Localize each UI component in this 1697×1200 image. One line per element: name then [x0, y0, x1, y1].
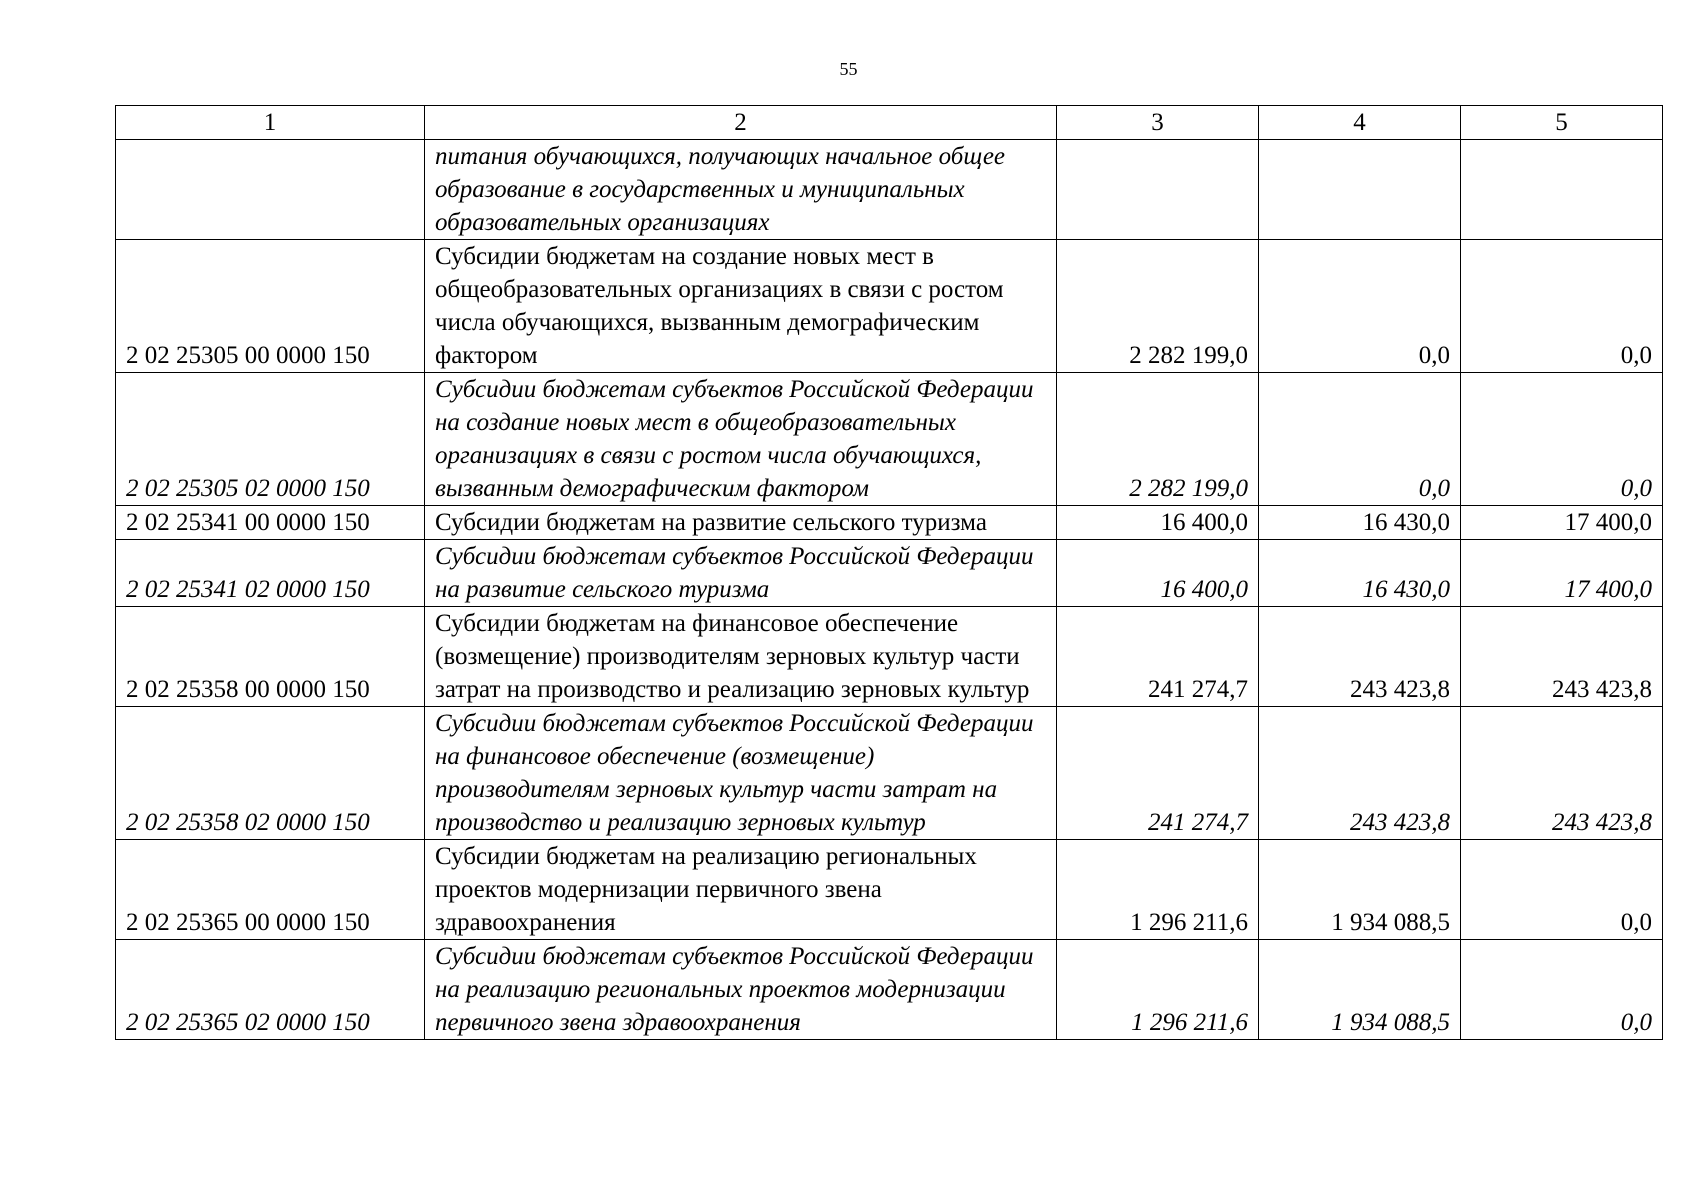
amount-col4-cell: 1 934 088,5 [1259, 940, 1461, 1040]
amount-col5-cell: 0,0 [1461, 940, 1663, 1040]
amount-col3-cell [1057, 140, 1259, 240]
amount-col5-cell: 243 423,8 [1461, 707, 1663, 840]
budget-code-cell: 2 02 25341 00 0000 150 [116, 506, 425, 540]
table-row [116, 540, 1663, 607]
budget-code-cell [116, 140, 425, 240]
amount-col3-cell: 1 296 211,6 [1057, 940, 1259, 1040]
description-cell: Субсидии бюджетам субъектов Российской Федерации на создание новых мест в общеобразовательных организациях в связи с ростом числа обучающихся, вызванным демографическим фактором [425, 373, 1057, 506]
budget-table [115, 105, 1663, 1040]
budget-code-cell: 2 02 25305 02 0000 150 [116, 373, 425, 506]
table-row [116, 373, 1663, 506]
amount-col4-cell: 243 423,8 [1259, 707, 1461, 840]
description-cell: Субсидии бюджетам субъектов Российской Федерации на развитие сельского туризма [425, 540, 1057, 607]
amount-col5-cell: 0,0 [1461, 840, 1663, 940]
amount-col3-cell: 16 400,0 [1057, 540, 1259, 607]
column-header: 4 [1259, 106, 1461, 140]
budget-code-cell: 2 02 25365 00 0000 150 [116, 840, 425, 940]
amount-col5-cell: 0,0 [1461, 240, 1663, 373]
amount-col4-cell: 243 423,8 [1259, 607, 1461, 707]
header-row [116, 106, 1663, 140]
amount-col5-cell: 0,0 [1461, 373, 1663, 506]
amount-col4-cell [1259, 140, 1461, 240]
amount-col3-cell: 241 274,7 [1057, 707, 1259, 840]
table-row [116, 140, 1663, 240]
description-cell: Субсидии бюджетам на развитие сельского туризма [425, 506, 1057, 540]
amount-col3-cell: 2 282 199,0 [1057, 373, 1259, 506]
amount-col3-cell: 241 274,7 [1057, 607, 1259, 707]
description-cell: Субсидии бюджетам на финансовое обеспечение (возмещение) производителям зерновых культур части затрат на производство и реализацию зерновых культур [425, 607, 1057, 707]
budget-code-cell: 2 02 25365 02 0000 150 [116, 940, 425, 1040]
column-header: 5 [1461, 106, 1663, 140]
table-row [116, 607, 1663, 707]
table-row [116, 707, 1663, 840]
budget-code-cell: 2 02 25305 00 0000 150 [116, 240, 425, 373]
amount-col4-cell: 0,0 [1259, 240, 1461, 373]
amount-col4-cell: 1 934 088,5 [1259, 840, 1461, 940]
table-row [116, 506, 1663, 540]
column-header: 1 [116, 106, 425, 140]
description-cell: Субсидии бюджетам субъектов Российской Федерации на реализацию региональных проектов модернизации первичного звена здравоохранения [425, 940, 1057, 1040]
amount-col3-cell: 2 282 199,0 [1057, 240, 1259, 373]
table-row [116, 240, 1663, 373]
budget-code-cell: 2 02 25358 02 0000 150 [116, 707, 425, 840]
table-row [116, 940, 1663, 1040]
description-cell: питания обучающихся, получающих начальное общее образование в государственных и муниципальных образовательных организациях [425, 140, 1057, 240]
description-cell: Субсидии бюджетам на создание новых мест в общеобразовательных организациях в связи с ростом числа обучающихся, вызванным демографическим фактором [425, 240, 1057, 373]
amount-col5-cell: 17 400,0 [1461, 540, 1663, 607]
budget-code-cell: 2 02 25341 02 0000 150 [116, 540, 425, 607]
amount-col4-cell: 0,0 [1259, 373, 1461, 506]
description-cell: Субсидии бюджетам субъектов Российской Федерации на финансовое обеспечение (возмещение) производителям зерновых культур части затрат на производство и реализацию зерновых культур [425, 707, 1057, 840]
table-row [116, 840, 1663, 940]
column-header: 2 [425, 106, 1057, 140]
amount-col5-cell [1461, 140, 1663, 240]
description-cell: Субсидии бюджетам на реализацию региональных проектов модернизации первичного звена здравоохранения [425, 840, 1057, 940]
budget-code-cell: 2 02 25358 00 0000 150 [116, 607, 425, 707]
amount-col5-cell: 17 400,0 [1461, 506, 1663, 540]
table-body [116, 140, 1663, 1040]
amount-col4-cell: 16 430,0 [1259, 540, 1461, 607]
amount-col3-cell: 1 296 211,6 [1057, 840, 1259, 940]
amount-col4-cell: 16 430,0 [1259, 506, 1461, 540]
amount-col3-cell: 16 400,0 [1057, 506, 1259, 540]
amount-col5-cell: 243 423,8 [1461, 607, 1663, 707]
page-number: 55 [839, 59, 858, 79]
column-header: 3 [1057, 106, 1259, 140]
